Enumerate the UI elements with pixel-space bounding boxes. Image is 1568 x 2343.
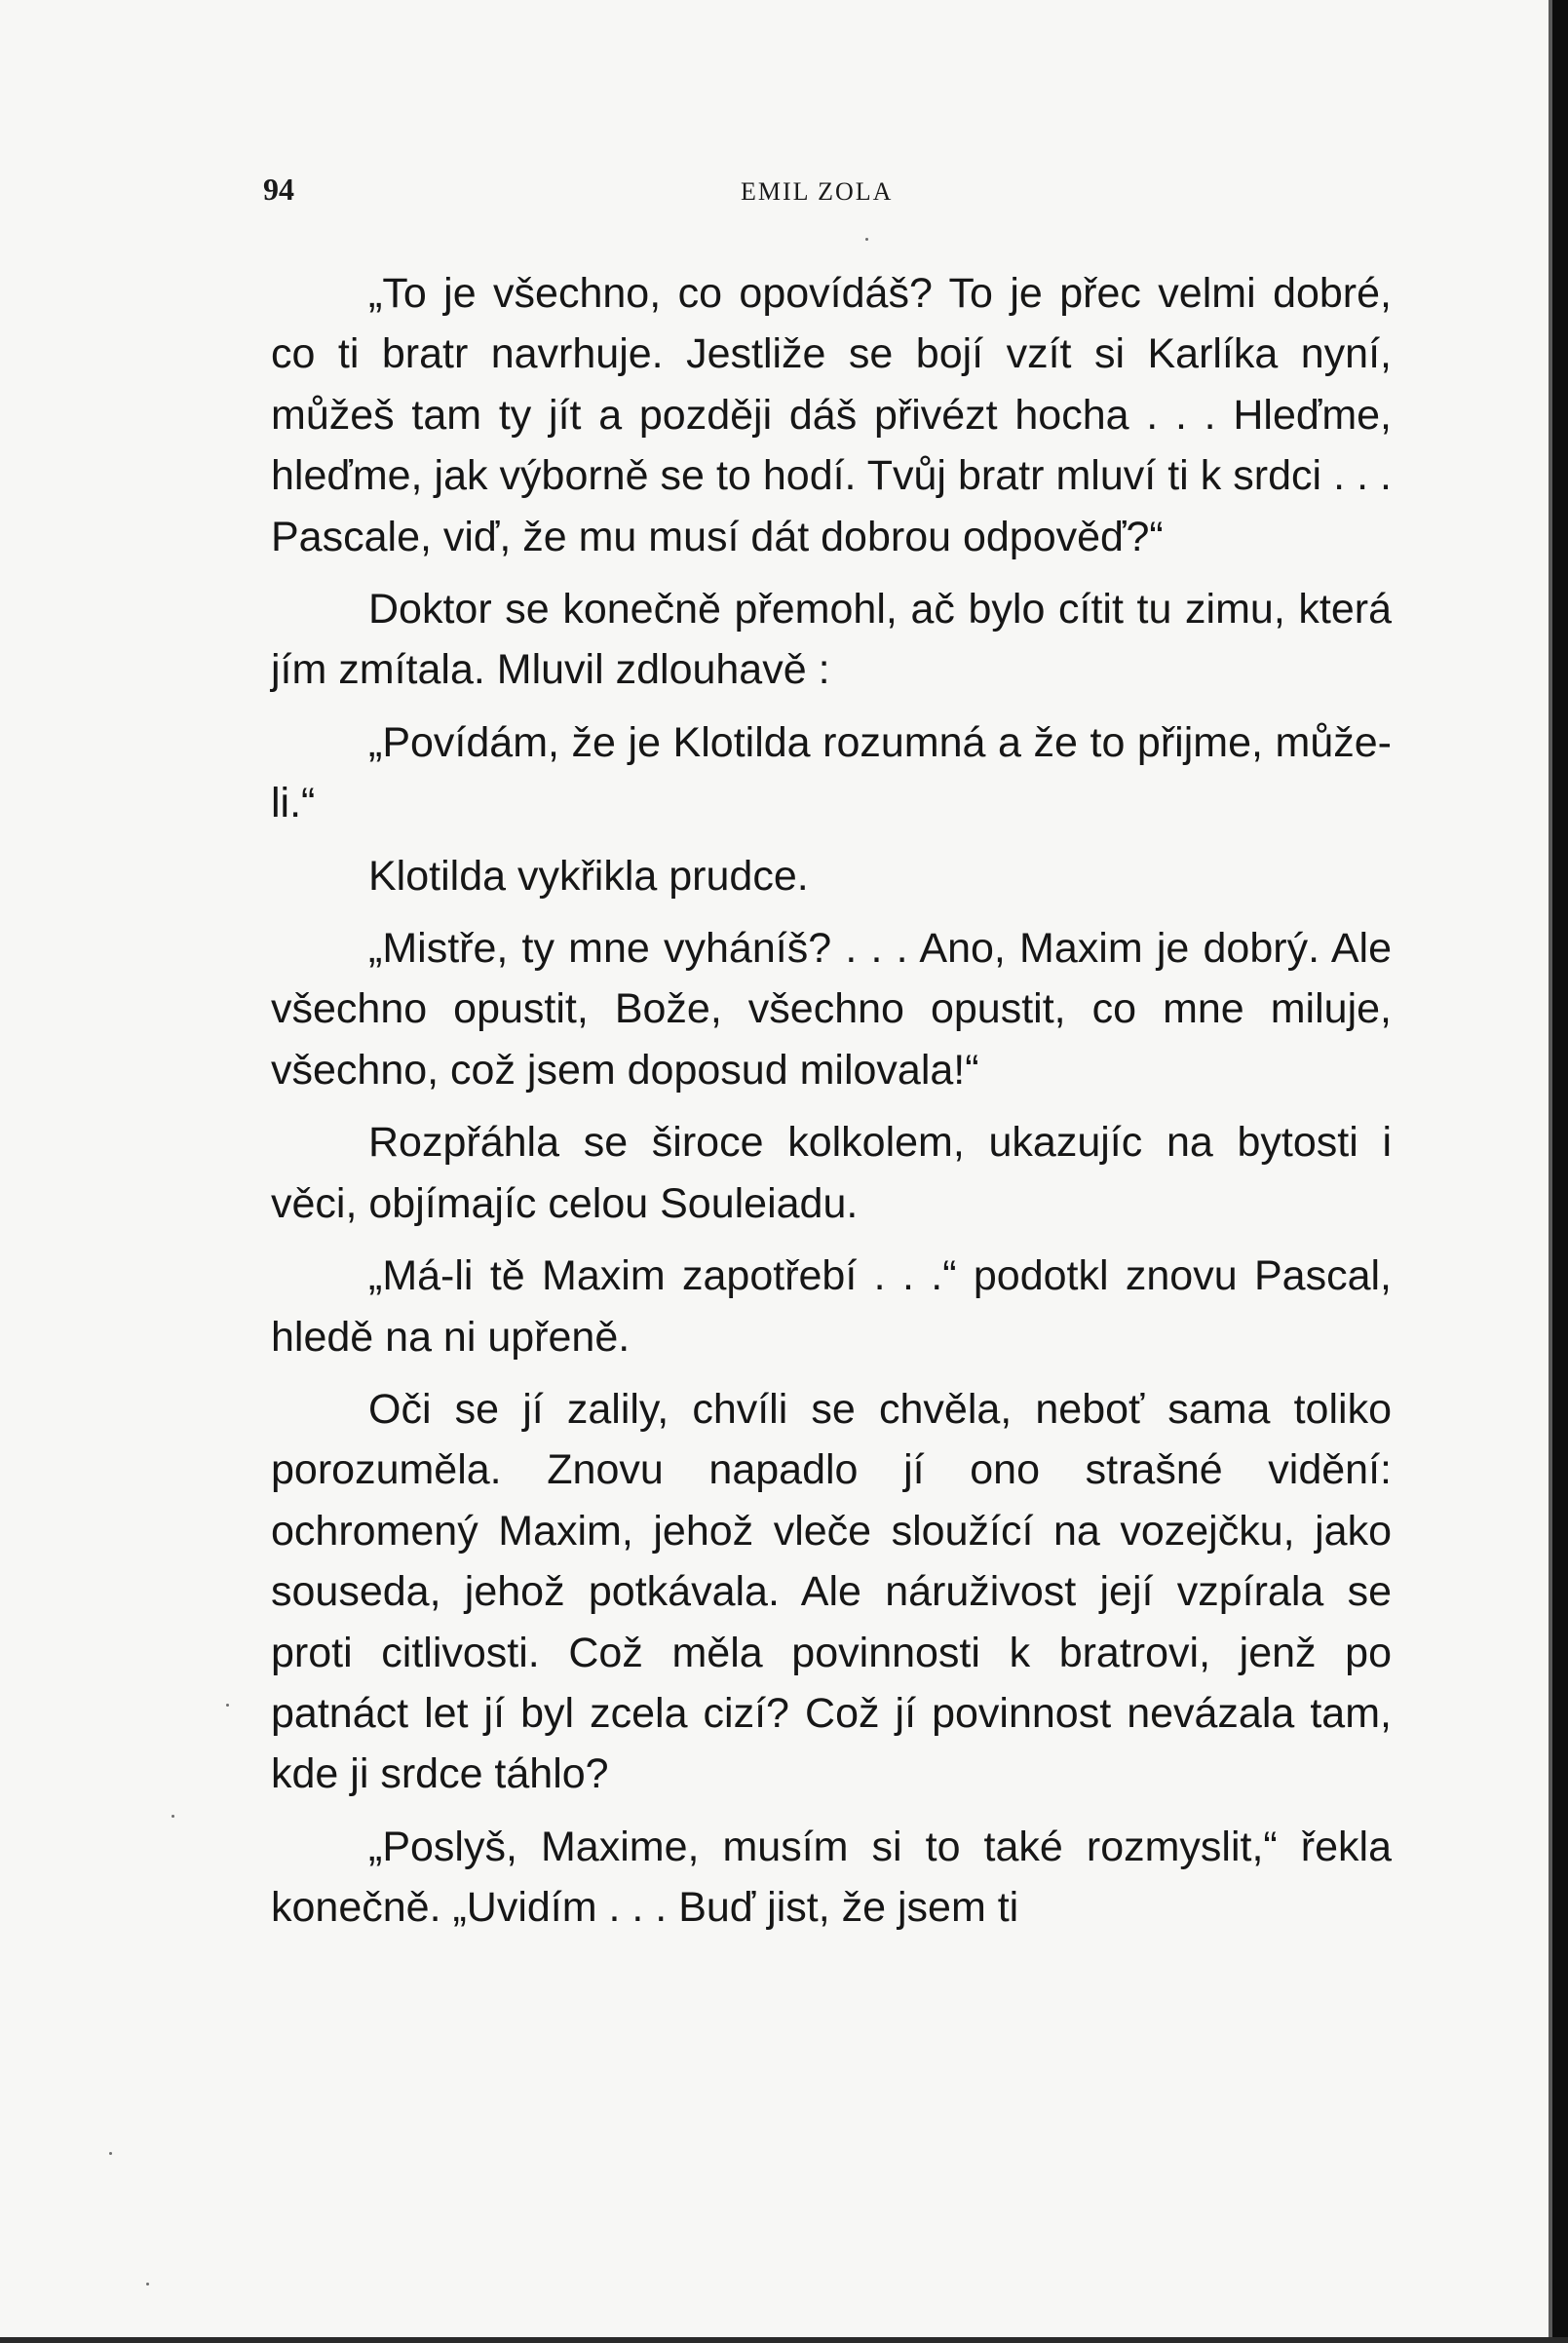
paragraph: „Má-li tě Maxim zapotřebí . . .“ podotkl znovu Pascal, hledě na ni upřeně.: [271, 1252, 1392, 1361]
paragraph: Klotilda vykřikla prudce.: [368, 852, 809, 900]
paragraph: „Poslyš, Maxime, musím si to také rozmyslit,“ řekla konečně. „Uvidím . . . Buď jist, že jsem ti: [271, 1823, 1392, 1932]
scan-speck: [865, 238, 868, 241]
scan-edge-right: [1552, 0, 1568, 2343]
scan-speck: [226, 1704, 229, 1707]
body-text: [271, 263, 1392, 1939]
paragraph: „Mistře, ty mne vyháníš? . . . Ano, Maxim je dobrý. Ale všechno opustit, Bože, všechno opustit, co mne miluje, všechno, což jsem doposud milovala!“: [271, 925, 1392, 1094]
paragraph: „To je všechno, co opovídáš? To je přec velmi dobré, co ti bratr navrhuje. Jestliže se bojí vzít si Karlíka nyní, můžeš tam ty jít a později dáš přivézt hocha . . . Hleďme, hleďme, jak výborně se to hodí. Tvůj bratr mluví ti k srdci . . . Pascale, viď, že mu musí dát dobrou odpověď?“: [271, 270, 1392, 560]
paragraph: Doktor se konečně přemohl, ač bylo cítit tu zimu, která jím zmítala. Mluvil zdlouhavě :: [271, 586, 1392, 694]
scan-speck: [172, 1815, 174, 1818]
paragraph: Oči se jí zalily, chvíli se chvěla, neboť sama toliko porozuměla. Znovu napadlo jí ono strašné vidění: ochromený Maxim, jehož vleče sloužící na vozejčku, jako souseda, jehož potkávala. Ale náruživost její vzpírala se proti citlivosti. Což měla povinnosti k bratrovi, jenž po patnáct let jí byl zcela cizí? Což jí povinnost nevázala tam, kde ji srdce táhlo?: [271, 1385, 1392, 1798]
paragraph: Rozpřáhla se široce kolkolem, ukazujíc na bytosti i věci, objímajíc celou Souleiadu.: [271, 1119, 1392, 1227]
scan-speck: [109, 2152, 112, 2155]
page-header: [263, 172, 1384, 220]
paragraph: „Povídám, že je Klotilda rozumná a že to přijme, může-li.“: [271, 718, 1392, 827]
scan-speck: [146, 2283, 149, 2285]
page-number: 94: [263, 172, 294, 207]
scan-edge-bottom: [0, 2337, 1568, 2343]
running-head: EMIL ZOLA: [741, 177, 894, 206]
